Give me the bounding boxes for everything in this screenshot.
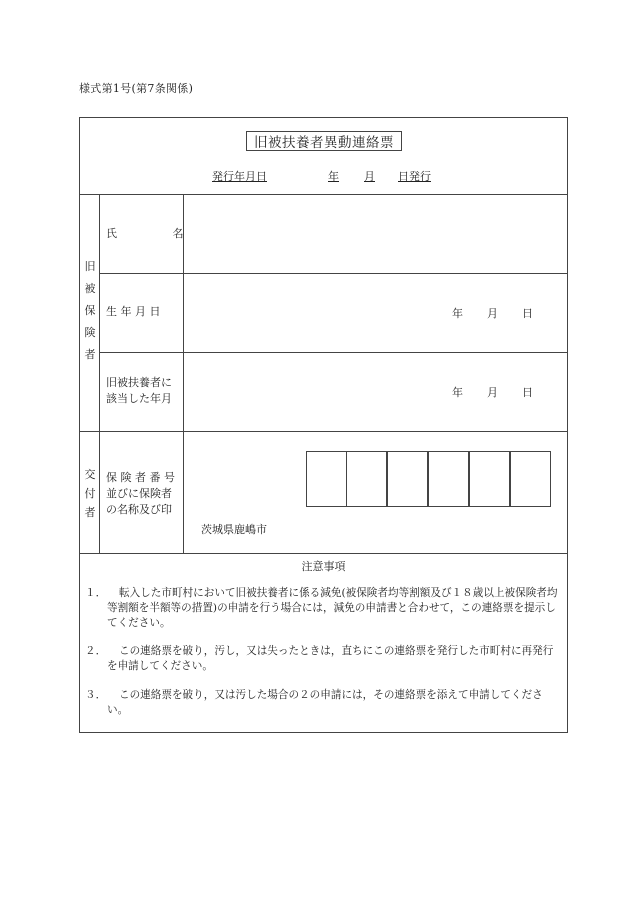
insured-section-heading: 旧 被 保 険 者 xyxy=(84,260,96,361)
issue-date-year-unit: 年 xyxy=(328,170,339,183)
insurer-name: 茨城県鹿嶋市 xyxy=(201,523,267,536)
eligible-date-label: 旧被扶養者に 該当した年月 xyxy=(106,376,172,405)
note-number: ２． xyxy=(85,645,107,657)
notes-heading: 注意事項 xyxy=(301,560,346,573)
form-number-label: 様式第1号(第7条関係) xyxy=(79,82,194,95)
insurer-number-digit-box[interactable] xyxy=(346,451,387,507)
note-text: この連絡票を破り，汚し，又は失ったときは，直ちにこの連絡票を発行した市町村に再発行を申請してください。 xyxy=(107,645,554,672)
form-title: 旧被扶養者異動連絡票 xyxy=(246,131,402,151)
insurer-number-digit-box[interactable] xyxy=(306,451,347,507)
note-text: 転入した市町村において旧被扶養者に係る減免(被保険者均等割額及び１８歳以上被保険者均等割額を半額等の措置)の申請を行う場合には，減免の申請書と合わせて，この連絡票を提示してください。 xyxy=(107,587,558,629)
birth-year-unit: 年 xyxy=(452,307,463,320)
birth-date-label: 生 年 月 日 xyxy=(106,305,161,318)
insurer-number-digit-box[interactable] xyxy=(387,451,428,507)
insurer-number-label: 保 険 者 番 号 並びに保険者 の名称及び印 xyxy=(106,471,175,516)
insurer-number-digit-box[interactable] xyxy=(428,451,469,507)
birth-day-unit: 日 xyxy=(522,307,533,320)
eligible-month-unit: 月 xyxy=(487,386,498,399)
divider-insured-bottom xyxy=(79,431,568,432)
insurer-number-digit-box[interactable] xyxy=(469,451,510,507)
name-label xyxy=(106,226,184,242)
divider-issuer-bottom xyxy=(79,553,568,554)
form-frame xyxy=(79,117,568,733)
divider-name-row xyxy=(99,273,568,274)
divider-label-column xyxy=(183,194,184,553)
note-number: ３． xyxy=(85,689,107,701)
issue-date-day-unit: 日発行 xyxy=(398,170,431,183)
divider-birth-row xyxy=(99,352,568,353)
eligible-year-unit: 年 xyxy=(452,386,463,399)
name-label-text: 氏 名 xyxy=(106,227,184,240)
note-text: この連絡票を破り，又は汚した場合の２の申請には，その連絡票を添えて申請してください。 xyxy=(107,689,543,716)
birth-month-unit: 月 xyxy=(487,307,498,320)
divider-header-bottom xyxy=(79,194,568,195)
issue-date-label: 発行年月日 xyxy=(212,170,267,183)
note-number: １． xyxy=(85,587,107,599)
insurer-number-digit-box[interactable] xyxy=(510,451,551,507)
issuer-section-heading: 交 付 者 xyxy=(84,468,96,519)
note-item xyxy=(85,688,563,718)
issue-date-month-unit: 月 xyxy=(364,170,375,183)
eligible-day-unit: 日 xyxy=(522,386,533,399)
note-item xyxy=(85,644,563,674)
note-item xyxy=(85,586,563,631)
